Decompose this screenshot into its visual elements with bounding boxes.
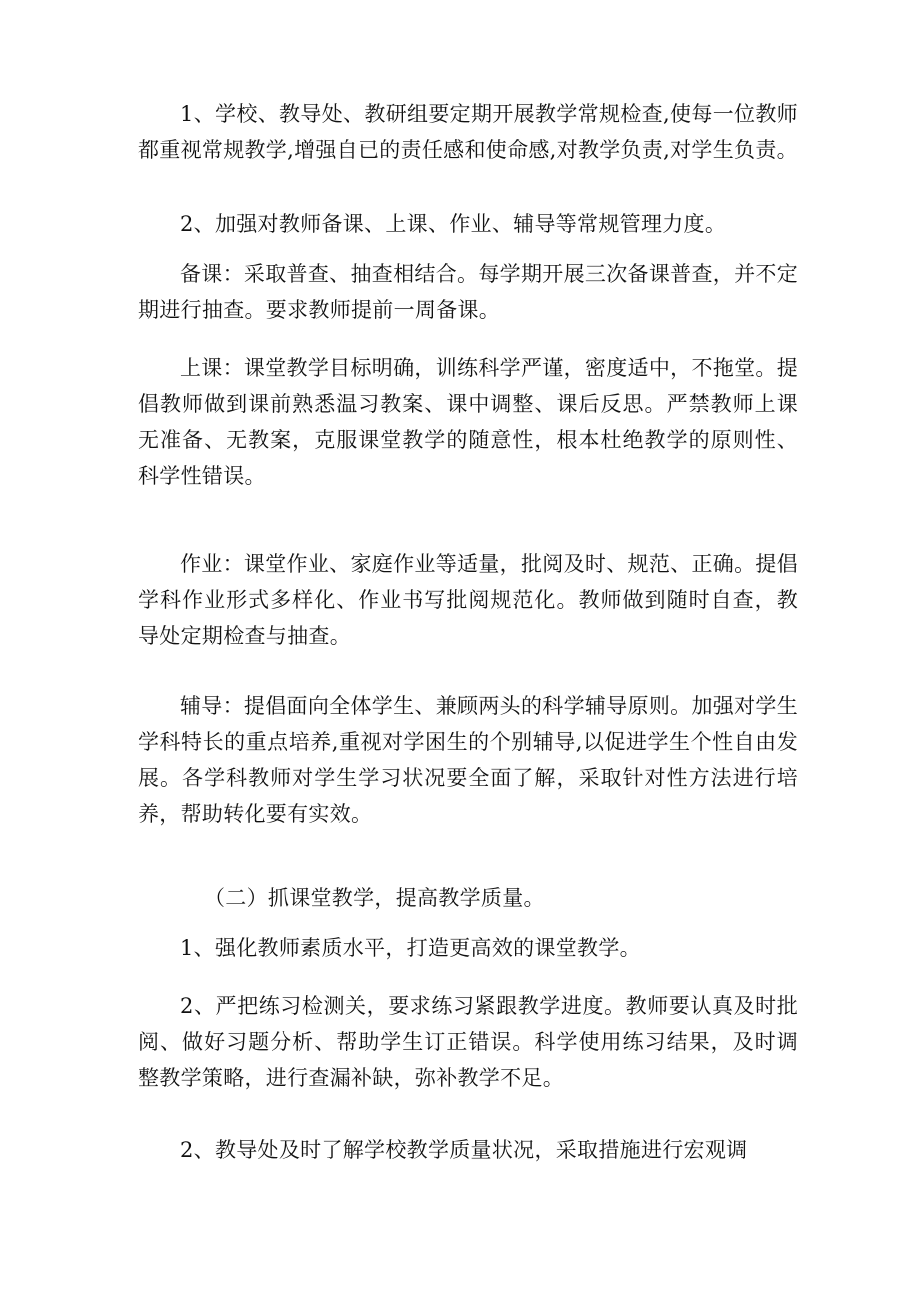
paragraph-tutoring: 辅导：提倡面向全体学生、兼顾两头的科学辅导原则。加强对学生学科特长的重点培养,重视对学困生的个别辅导,以促进学生个性自由发展。各学科教师对学生学习状况要全面了解，采取针对性方法进行培养，帮助转化要有实效。 bbox=[138, 694, 798, 826]
paragraph-quality-monitoring: 2、教导处及时了解学校教学质量状况，采取措施进行宏观调 bbox=[180, 1138, 748, 1162]
paragraph-classroom-teaching: 上课：课堂教学目标明确，训练科学严谨，密度适中，不拖堂。提倡教师做到课前熟悉温习教案、课中调整、课后反思。严禁教师上课无准备、无教案，克服课堂教学的随意性，根本杜绝教学的原则性、科学性错误。 bbox=[138, 356, 798, 488]
paragraph-lesson-preparation: 备课：采取普查、抽查相结合。每学期开展三次备课普查，并不定期进行抽查。要求教师提前一周备课。 bbox=[138, 262, 798, 322]
paragraph-routine-inspection: 1、学校、教导处、教研组要定期开展教学常规检查,使每一位教师都重视常规教学,增强自已的责任感和使命感,对教学负责,对学生负责。 bbox=[138, 102, 798, 162]
paragraph-teacher-quality: 1、强化教师素质水平，打造更高效的课堂教学。 bbox=[180, 936, 641, 960]
paragraph-homework: 作业：课堂作业、家庭作业等适量，批阅及时、规范、正确。提倡学科作业形式多样化、作业书写批阅规范化。教师做到随时自查，教导处定期检查与抽查。 bbox=[138, 552, 798, 648]
paragraph-routine-management: 2、加强对教师备课、上课、作业、辅导等常规管理力度。 bbox=[180, 212, 727, 236]
section-heading: （二）抓课堂教学，提高教学质量。 bbox=[204, 886, 545, 910]
paragraph-practice-testing: 2、严把练习检测关，要求练习紧跟教学进度。教师要认真及时批阅、做好习题分析、帮助学生订正错误。科学使用练习结果，及时调整教学策略，进行查漏补缺，弥补教学不足。 bbox=[138, 994, 798, 1090]
